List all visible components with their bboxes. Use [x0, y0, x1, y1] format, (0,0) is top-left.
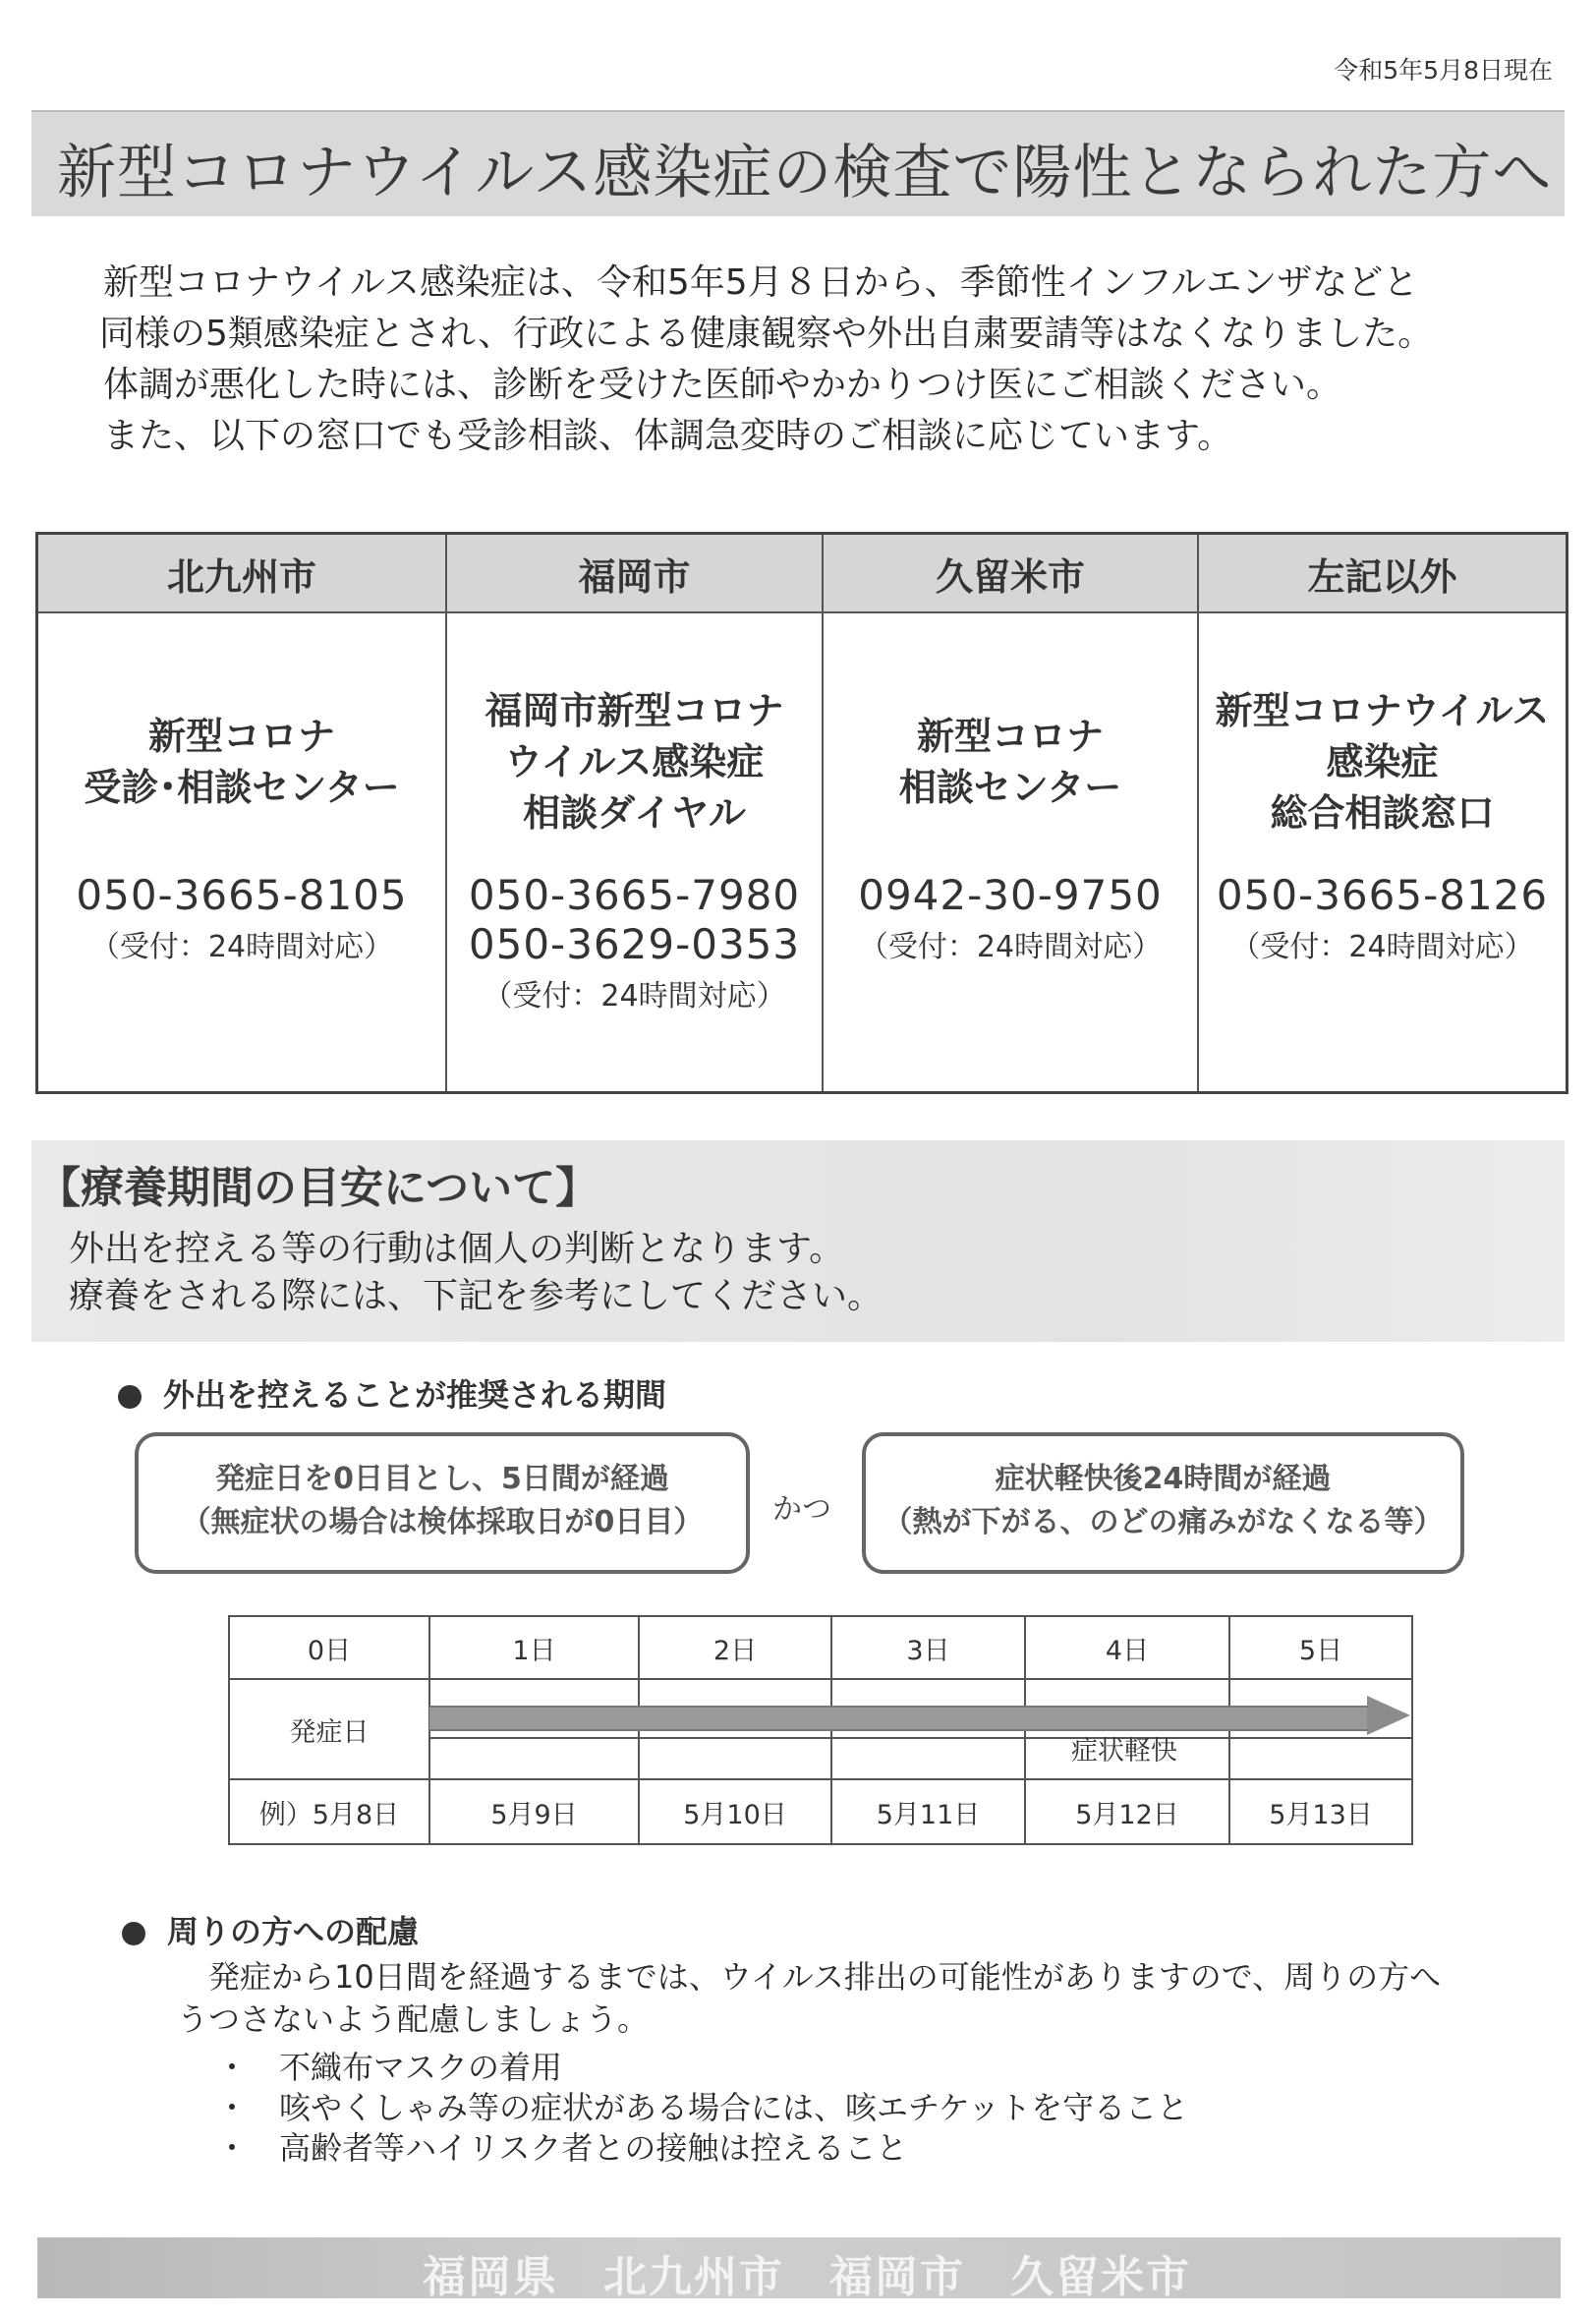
condition-box-symptom: [862, 1432, 1464, 1574]
bullet-icon: [122, 1922, 145, 1945]
center-name-line: 感染症: [1326, 740, 1439, 783]
consideration-text: うつさないよう配慮しましょう。: [177, 2000, 650, 2038]
condition-line: （無症状の場合は検体採取日が0日目）: [181, 1505, 704, 1539]
contact-header-row: [37, 534, 1568, 613]
center-name-line: 新型コロナ: [147, 715, 335, 758]
title-banner: [31, 110, 1565, 216]
header-fukuoka: 福岡市: [446, 534, 823, 613]
day-cell: 0日: [229, 1616, 429, 1679]
list-item: ・ 不織布マスクの着用: [216, 2049, 563, 2086]
contact-cell-fukuoka: [446, 612, 823, 1093]
condition-line: 症状軽快後24時間が経過: [995, 1462, 1332, 1496]
center-name-line: 新型コロナ: [916, 715, 1104, 758]
date-cell: 5月13日: [1229, 1779, 1412, 1844]
guide-section: [31, 1140, 1565, 1342]
list-item: ・ 高齢者等ハイリスク者との接触は控えること: [216, 2129, 908, 2167]
header-kurume: 久留米市: [823, 534, 1198, 613]
condition-box-onset: [135, 1432, 750, 1574]
intro-line: 体調が悪化した時には、診断を受けた医師やかかりつけ医にご相談ください。: [103, 365, 1342, 405]
page-title: 新型コロナウイルス感染症の検査で陽性となられた方へ: [57, 139, 1553, 207]
guide-line: 療養をされる際には、下記を参考にしてください。: [69, 1276, 884, 1316]
guide-line: 外出を控える等の行動は個人の判断となります。: [69, 1229, 845, 1269]
phone-number[interactable]: 050-3629-0353: [468, 920, 801, 968]
footer-text: 福岡県 北九州市 福岡市 久留米市: [423, 2252, 1191, 2302]
contact-table: [35, 532, 1568, 1094]
consideration-heading: [122, 1907, 419, 1952]
center-name-line: 総合相談窓口: [1270, 791, 1495, 835]
symptom-relief-label: 症状軽快: [1071, 1736, 1177, 1767]
recommended-heading: [118, 1370, 666, 1416]
consideration-heading-text: 周りの方への配慮: [167, 1913, 420, 1950]
intro-line: 新型コロナウイルス感染症は、令和5年5月８日から、季節性インフルエンザなどと: [103, 262, 1419, 303]
date-label: 令和5年5月8日現在: [1334, 56, 1553, 85]
day-cell: 3日: [831, 1616, 1025, 1679]
date-cell: 5月9日: [429, 1779, 639, 1844]
center-name-line: ウイルス感染症: [504, 740, 765, 783]
guide-heading: 【療養期間の目安について】: [37, 1163, 599, 1213]
intro-line: 同様の5類感染症とされ、行政による健康観察や外出自粛要請等はなくなりました。: [99, 314, 1434, 354]
day-cell: 2日: [639, 1616, 831, 1679]
center-name: [1199, 668, 1566, 855]
day-cell: 1日: [429, 1616, 639, 1679]
center-name: [447, 668, 822, 855]
hours-note: （受付：24時間対応）: [483, 979, 786, 1014]
arrow-shaft: [429, 1706, 1368, 1731]
condition-line: 発症日を0日目とし、5日間が経過: [215, 1462, 669, 1496]
center-name: [38, 668, 445, 855]
phone-number[interactable]: 050-3665-8105: [76, 871, 408, 919]
contact-cell-other: [1198, 612, 1568, 1093]
bullet-icon: [118, 1385, 142, 1409]
contact-body-row: [37, 612, 1568, 1093]
header-other: 左記以外: [1198, 534, 1568, 613]
header-kitakyushu: 北九州市: [37, 534, 447, 613]
center-name-line: 新型コロナウイルス: [1215, 689, 1550, 732]
recommended-heading-text: 外出を控えることが推奨される期間: [163, 1376, 667, 1414]
condition-line: （熱が下がる、のどの痛みがなくなる等）: [883, 1505, 1444, 1539]
onset-label: 発症日: [229, 1679, 429, 1779]
timeline-date-row: [229, 1779, 1412, 1844]
date-cell: 5月12日: [1025, 1779, 1229, 1844]
contact-cell-kurume: [823, 612, 1198, 1093]
arrow-head-icon: [1367, 1696, 1410, 1735]
day-cell: 4日: [1025, 1616, 1229, 1679]
date-cell: 5月11日: [831, 1779, 1025, 1844]
intro-text: [99, 258, 1538, 462]
hours-note: （受付：24時間対応）: [89, 930, 394, 964]
date-cell: 5月10日: [639, 1779, 831, 1844]
timeline-day-row: [229, 1616, 1412, 1679]
center-name-line: 受診･相談センター: [84, 766, 400, 809]
day-cell: 5日: [1229, 1616, 1412, 1679]
consideration-text: 発症から10日間を経過するまでは、ウイルス排出の可能性がありますので、周りの方へ: [208, 1958, 1442, 1996]
center-name: [824, 668, 1197, 855]
hours-note: （受付：24時間対応）: [858, 930, 1163, 964]
phone-number[interactable]: 050-3665-7980: [468, 871, 801, 919]
timeline-arrow: [429, 1696, 1410, 1735]
connector-label: かつ: [772, 1492, 831, 1527]
list-item: ・ 咳やくしゃみ等の症状がある場合には、咳エチケットを守ること: [216, 2089, 1189, 2126]
phone-number[interactable]: 050-3665-8126: [1216, 871, 1549, 919]
date-cell: 例）5月8日: [229, 1779, 429, 1844]
footer-banner: [37, 2237, 1561, 2302]
center-name-line: 福岡市新型コロナ: [484, 689, 784, 732]
contact-cell-kitakyushu: [37, 612, 447, 1093]
hours-note: （受付：24時間対応）: [1230, 930, 1534, 964]
center-name-line: 相談ダイヤル: [523, 791, 746, 835]
center-name-line: 相談センター: [898, 766, 1122, 809]
phone-number[interactable]: 0942-30-9750: [858, 871, 1163, 919]
intro-line: また、以下の窓口でも受診相談、体調急変時のご相談に応じています。: [103, 416, 1233, 456]
